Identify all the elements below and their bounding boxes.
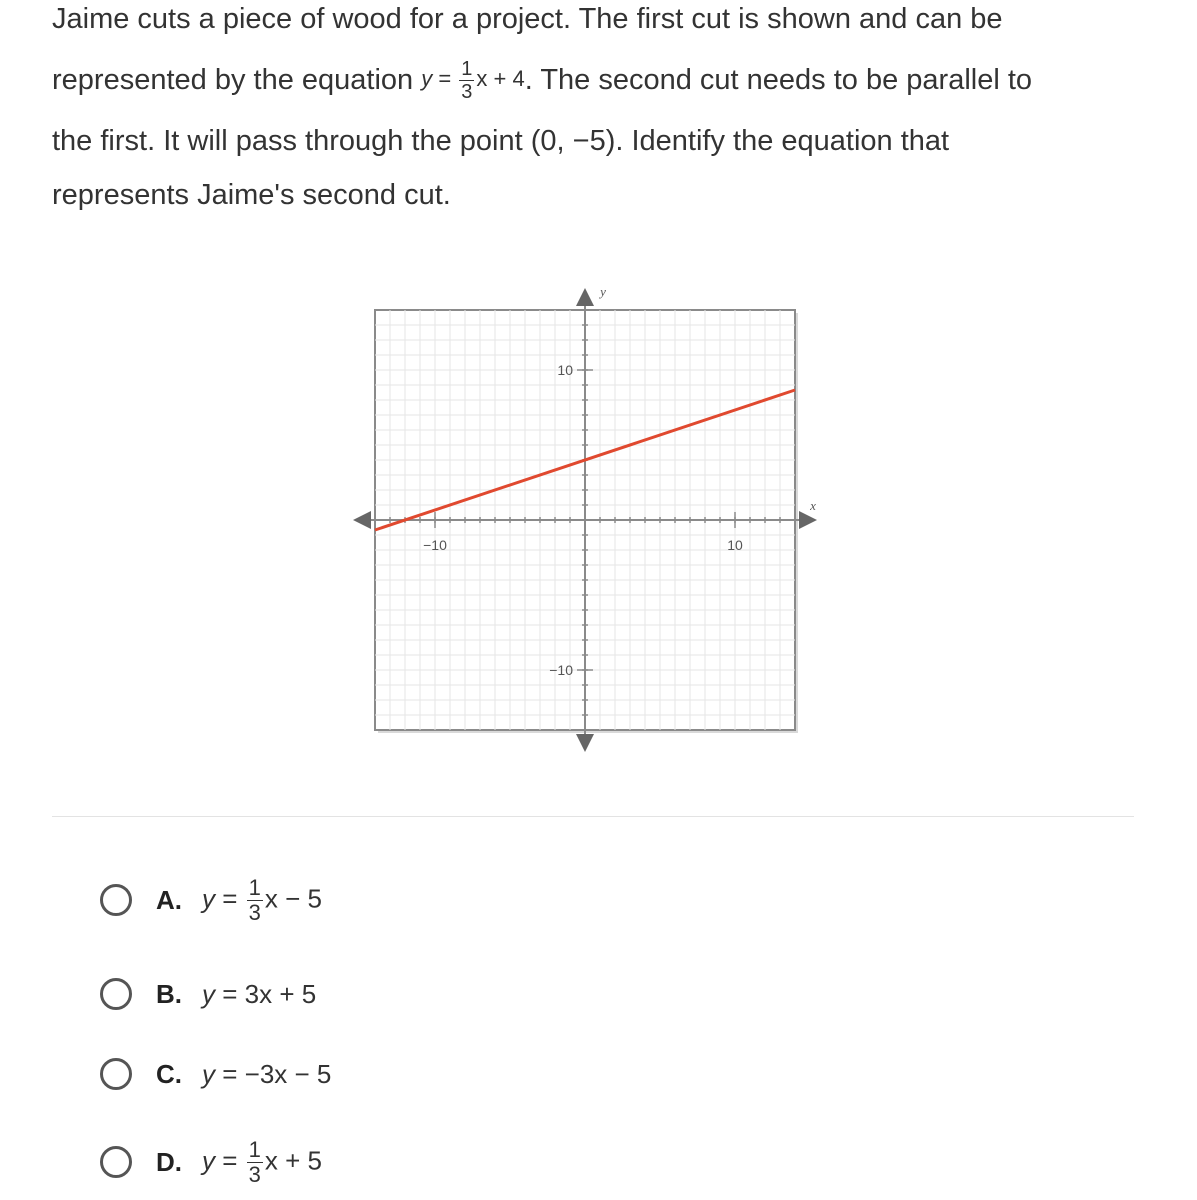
eq-var-y: y: [421, 65, 433, 91]
choice-d-var: y: [202, 1144, 215, 1175]
choice-a-var: y: [202, 882, 215, 913]
choice-d-rest: x + 5: [264, 1144, 322, 1175]
choice-a-numerator: 1: [248, 874, 261, 900]
eq-rest: x + 4: [476, 65, 525, 91]
choice-d-numerator: 1: [248, 1136, 261, 1162]
choice-b-var: y: [202, 978, 215, 1009]
choice-a-letter: A.: [156, 884, 182, 915]
radio-a[interactable]: [100, 884, 132, 916]
y-axis-label: y: [600, 284, 606, 299]
question-line-1: Jaime cuts a piece of wood for a project. The first cut is shown and can be: [52, 3, 1003, 35]
choice-b-equation: [202, 979, 316, 1010]
question-line-4: represents Jaime's second cut.: [52, 179, 451, 211]
choice-b-letter: B.: [156, 978, 182, 1009]
radio-c[interactable]: [100, 1058, 132, 1090]
choice-d-letter: D.: [156, 1146, 182, 1177]
choice-c-equals: =: [215, 1058, 245, 1089]
eq-denominator: 3: [461, 80, 473, 103]
y-axis-up-arrow: [576, 288, 594, 306]
radio-b[interactable]: [100, 978, 132, 1010]
choice-a-denominator: 3: [248, 899, 261, 925]
coordinate-graph: [350, 280, 830, 760]
choice-c-rest: −3x − 5: [244, 1058, 332, 1089]
choice-a-equation: [202, 876, 322, 925]
choice-c[interactable]: [100, 1044, 331, 1104]
choice-b-rest: 3x + 5: [244, 978, 317, 1009]
x-tick-label-10: 10: [727, 537, 743, 553]
choice-d-fraction: [247, 1138, 263, 1187]
choice-a-equals: =: [215, 882, 245, 913]
x-axis-left-arrow: [353, 511, 371, 529]
choice-d-equals: =: [215, 1144, 245, 1175]
choice-a-rest: x − 5: [264, 882, 322, 913]
radio-d[interactable]: [100, 1146, 132, 1178]
question-line-2-post: . The second cut needs to be parallel to: [524, 64, 1033, 96]
eq-equals: =: [432, 65, 458, 91]
x-axis-label: x: [810, 498, 816, 513]
question-line-2: [52, 50, 1162, 111]
y-axis-down-arrow: [576, 734, 594, 752]
question-text: [52, 0, 1162, 226]
y-tick-label-neg10: −10: [549, 662, 573, 678]
divider: [52, 816, 1134, 817]
first-cut-equation: [421, 48, 525, 109]
choice-b[interactable]: [100, 964, 316, 1024]
choice-c-var: y: [202, 1058, 215, 1089]
x-tick-label-neg10: −10: [423, 537, 447, 553]
choice-d[interactable]: [100, 1132, 322, 1192]
choice-c-equation: [202, 1059, 331, 1090]
choice-a-fraction: [247, 876, 263, 925]
choice-b-equals: =: [215, 978, 245, 1009]
y-tick-label-10: 10: [557, 362, 573, 378]
eq-numerator: 1: [461, 57, 473, 80]
eq-fraction: [459, 58, 474, 103]
x-axis-right-arrow: [799, 511, 817, 529]
question-line-3: the first. It will pass through the point (0, −5). Identify the equation that: [52, 125, 950, 157]
choice-d-denominator: 3: [248, 1161, 261, 1187]
choice-d-equation: [202, 1138, 322, 1187]
choice-a[interactable]: [100, 870, 322, 930]
question-line-2-pre: represented by the equation: [52, 64, 414, 96]
choice-c-letter: C.: [156, 1058, 182, 1089]
